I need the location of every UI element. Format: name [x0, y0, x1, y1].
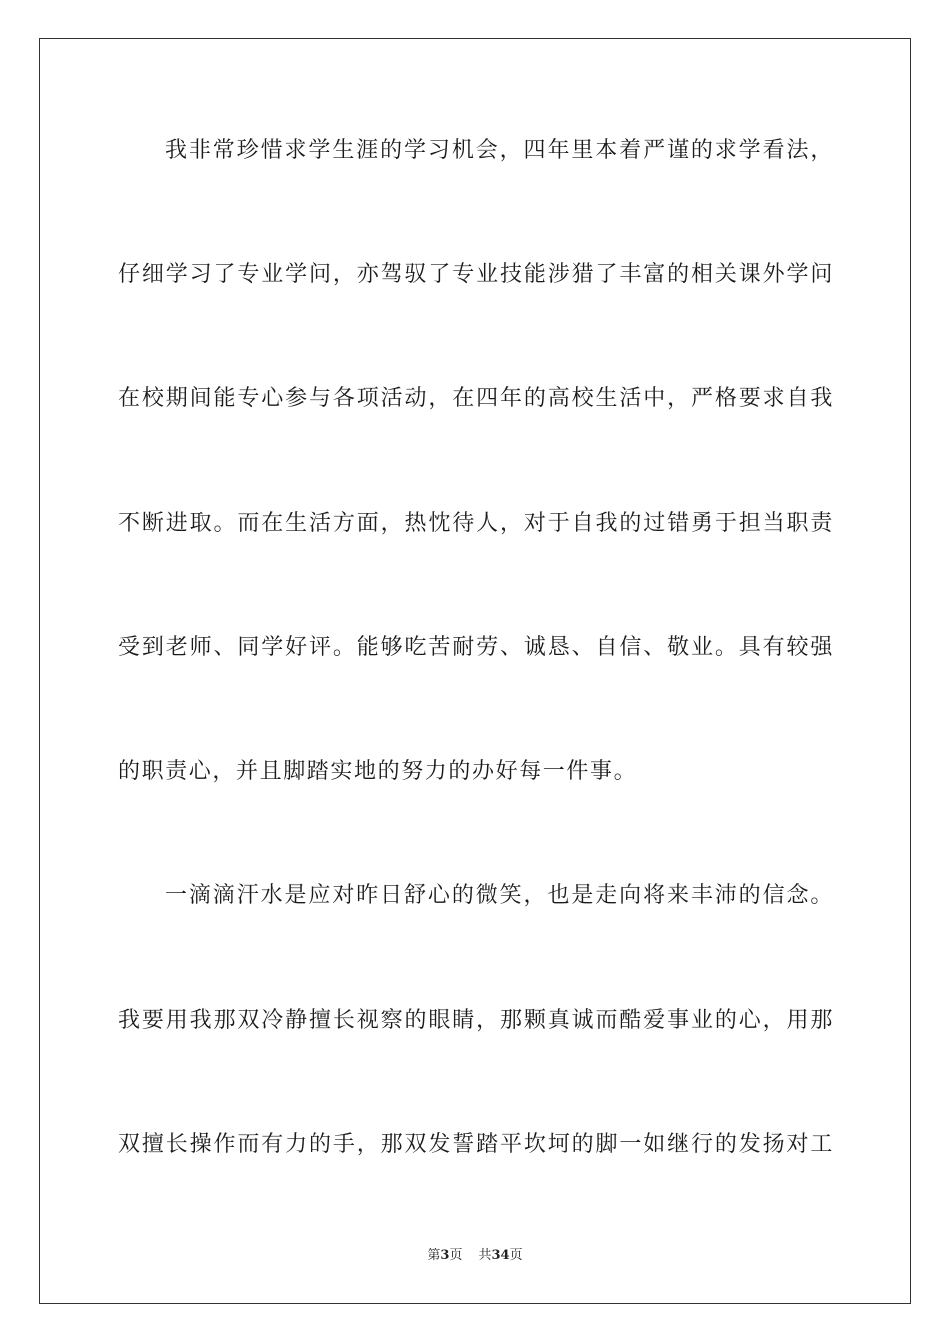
- paragraph-2-line-2: 我要用我那双冷静擅长视察的眼睛，那颗真诚而酷爱事业的心，用那: [118, 1008, 834, 1033]
- page-suffix: 页: [449, 1248, 463, 1263]
- paragraph-1-line-3: 在校期间能专心参与各项活动，在四年的高校生活中，严格要求自我: [118, 386, 834, 411]
- page-prefix: 第: [427, 1248, 441, 1263]
- page-footer: [0, 1247, 950, 1265]
- paragraph-2-line-3: 双擅长操作而有力的手，那双发誓踏平坎坷的脚一如继行的发扬对工: [118, 1132, 834, 1157]
- paragraph-1-line-1: 我非常珍惜求学生涯的学习机会，四年里本着严谨的求学看法，: [165, 138, 834, 163]
- paragraph-1-line-4: 不断进取。而在生活方面，热忱待人，对于自我的过错勇于担当职责: [118, 511, 834, 536]
- page-border: [39, 38, 911, 1304]
- total-suffix: 页: [509, 1248, 523, 1263]
- paragraph-1-line-5: 受到老师、同学好评。能够吃苦耐劳、诚恳、自信、敬业。具有较强: [118, 635, 834, 660]
- paragraph-1-line-6: 的职责心，并且脚踏实地的努力的办好每一件事。: [118, 759, 638, 784]
- paragraph-1-line-2: 仔细学习了专业学问，亦驾驭了专业技能涉猎了丰富的相关课外学问: [118, 262, 834, 287]
- total-pages: 34: [491, 1248, 510, 1263]
- total-prefix: 共: [478, 1248, 492, 1263]
- paragraph-2-line-1: 一滴滴汗水是应对昨日舒心的微笑，也是走向将来丰沛的信念。: [165, 883, 834, 908]
- page-number: 3: [440, 1248, 450, 1263]
